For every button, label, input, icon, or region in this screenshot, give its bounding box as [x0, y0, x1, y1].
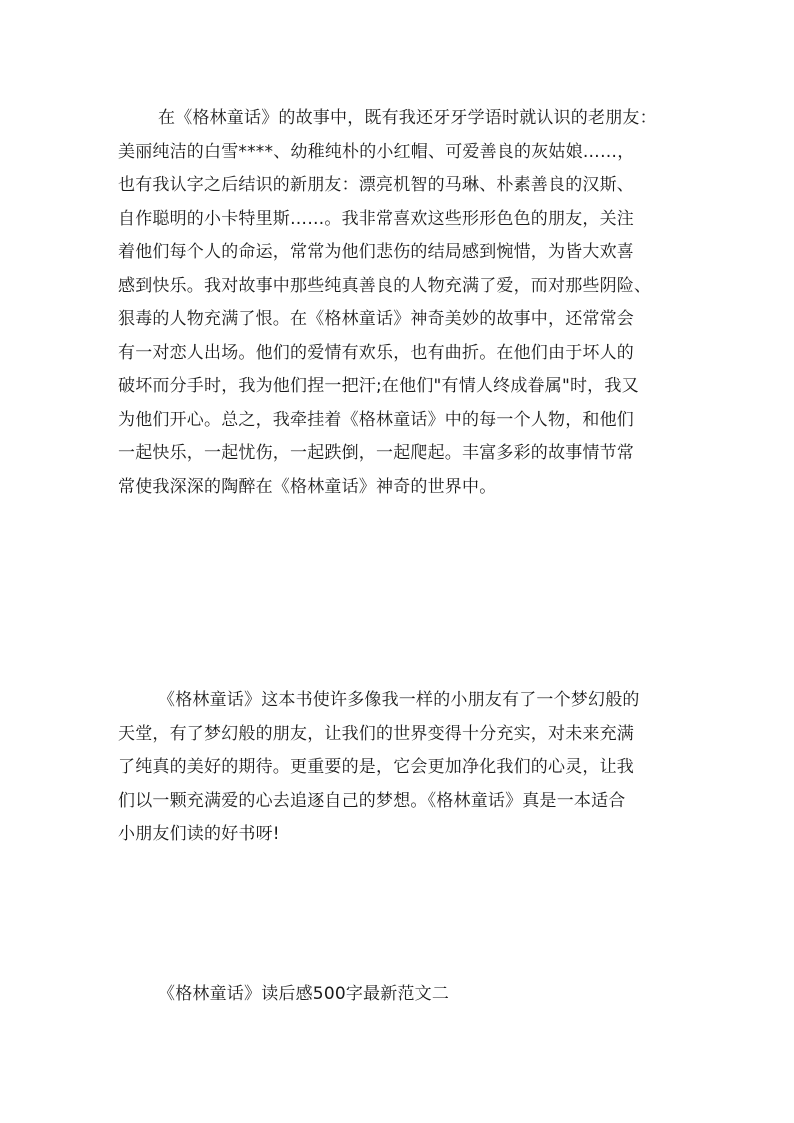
text-line: 天堂，有了梦幻般的朋友，让我们的世界变得十分充实，对未来充满: [118, 723, 634, 744]
text-line: 一起快乐，一起忧伤，一起跌倒，一起爬起。丰富多彩的故事情节常: [118, 443, 634, 463]
text-line: 着他们每个人的命运，常常为他们悲伤的结局感到惋惜，为皆大欢喜: [118, 242, 634, 262]
text-line: 《格林童话》这本书使许多像我一样的小朋友有了一个梦幻般的: [158, 690, 640, 710]
text-line: 有一对恋人出场。他们的爱情有欢乐，也有曲折。在他们由于坏人的: [118, 342, 634, 363]
text-line: 也有我认字之后结识的新朋友：漂亮机智的马琳、朴素善良的汉斯、: [118, 175, 634, 195]
text-line: 在《格林童话》的故事中，既有我还牙牙学语时就认识的老朋友：: [158, 108, 657, 128]
text-line: 破坏而分手时，我为他们捏一把汗;在他们"有情人终成眷属"时，我又: [118, 376, 639, 396]
text-line: 自作聪明的小卡特里斯……。我非常喜欢这些形形色色的朋友，关注: [118, 208, 634, 229]
text-line: 美丽纯洁的白雪****、幼稚纯朴的小红帽、可爱善良的灰姑娘……，: [118, 141, 635, 162]
paragraph-2: [118, 684, 704, 852]
text-line: 小朋友们读的好书呀!: [118, 824, 280, 844]
text-line: 感到快乐。我对故事中那些纯真善良的人物充满了爱，而对那些阴险、: [118, 275, 652, 296]
text-line: 们以一颗充满爱的心去追逐自己的梦想。《格林童话》真是一本适合: [118, 790, 626, 811]
text-line: 狠毒的人物充满了恨。在《格林童话》神奇美妙的故事中，还常常会: [118, 309, 634, 329]
text-line: 常使我深深的陶醉在《格林童话》神奇的世界中。: [118, 476, 497, 497]
paragraph-1: [118, 102, 704, 504]
text-line: 为他们开心。总之，我牵挂着《格林童话》中的每一个人物，和他们: [118, 409, 634, 430]
section-heading: 《格林童话》读后感500字最新范文二: [158, 984, 450, 1004]
text-line: 了纯真的美好的期待。更重要的是，它会更加净化我们的心灵，让我: [118, 757, 634, 777]
